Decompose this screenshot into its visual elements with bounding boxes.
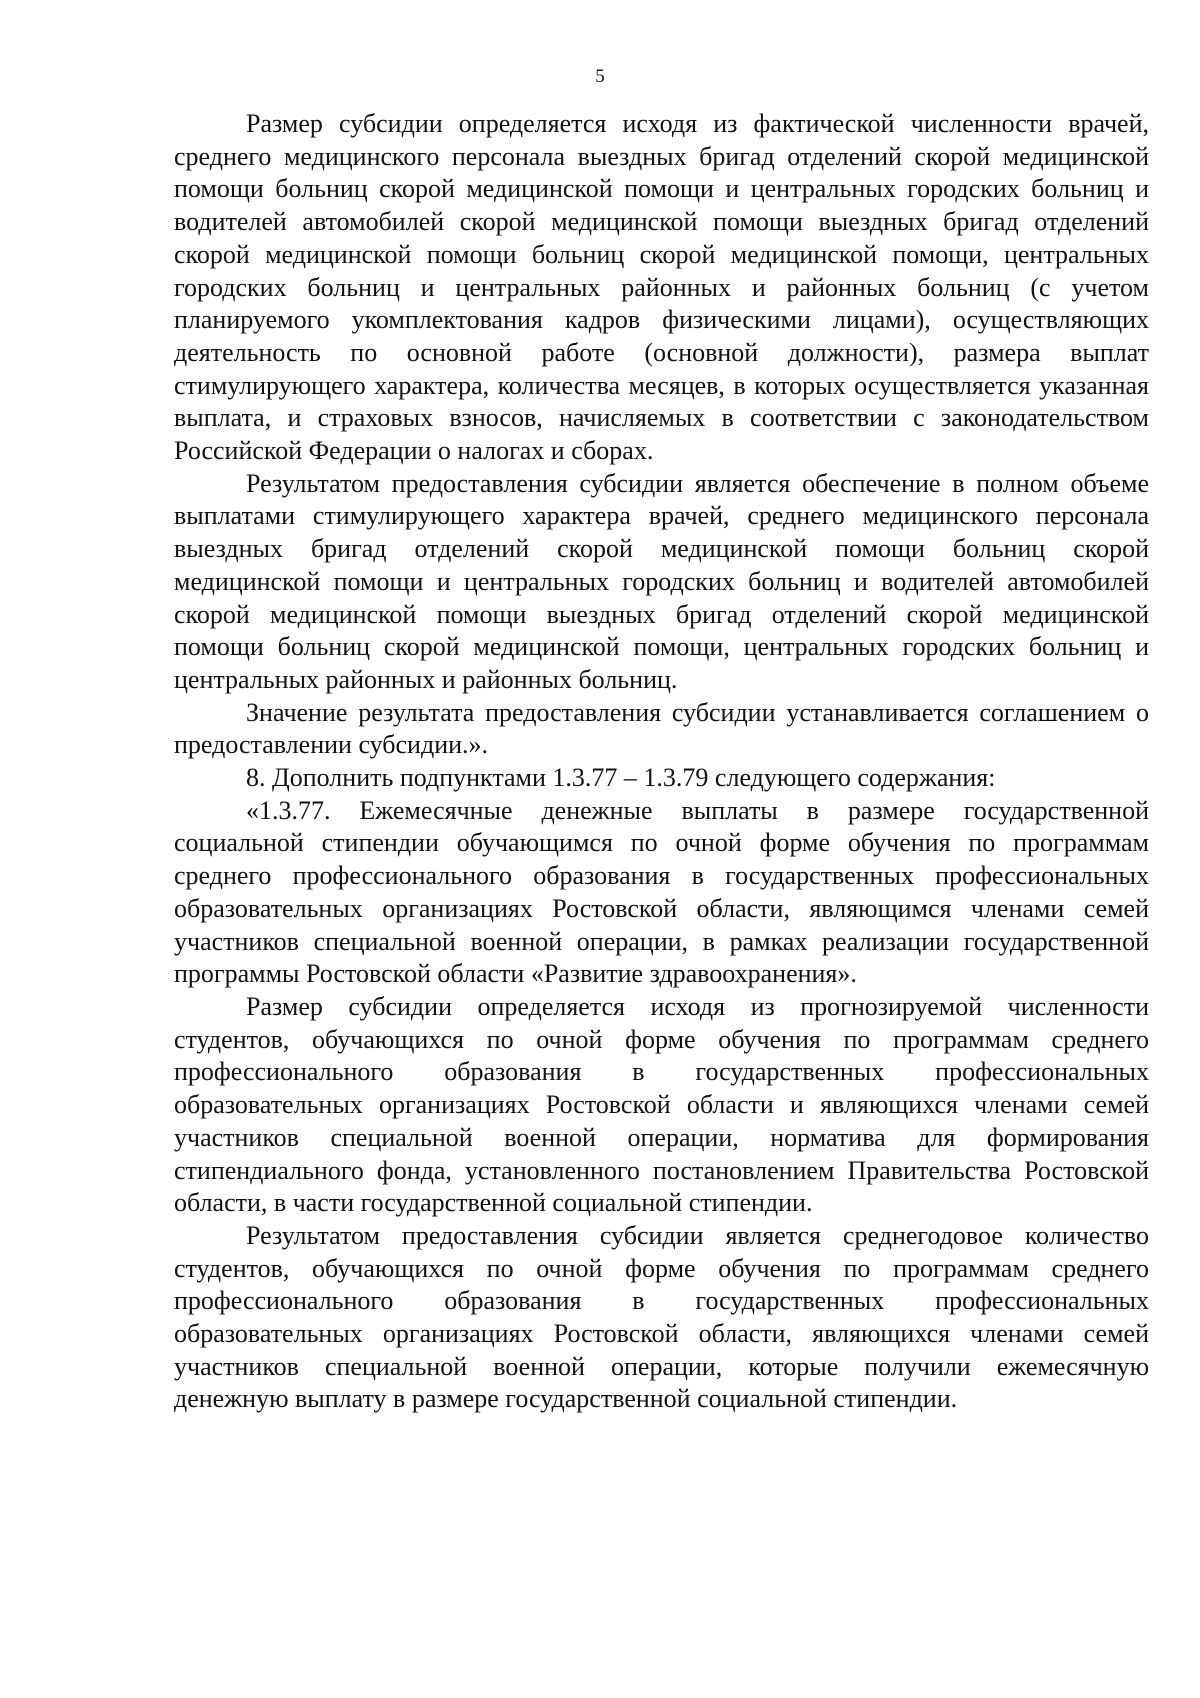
paragraph-result-value: Значение результата предоставления субсидии устанавливается соглашением о предоставлении субсидии.». xyxy=(174,697,1149,760)
paragraph-subsidy-size-stipend: Размер субсидии определяется исходя из прогнозируемой численности студентов, обучающихся по очной форме обучения по программам среднего профессионального образования в государственных профессиональных образовательных организациях Ростовской области и являющихся членами семей участников специальной военной операции, норматива для формирования стипендиального фонда, установленного постановлением Правительства Ростовской области, в части государственной социальной стипендии. xyxy=(174,991,1149,1218)
paragraph-result-ambulance: Результатом предоставления субсидии является обеспечение в полном объеме выплатами стимулирующего характера врачей, среднего медицинского персонала выездных бригад отделений скорой медицинской помощи больниц скорой медицинской помощи и центральных городских больниц и водителей автомобилей скорой медицинской помощи выездных бригад отделений скорой медицинской помощи больниц скорой медицинской помощи, центральных городских больниц и центральных районных и районных больниц. xyxy=(174,468,1149,694)
paragraph-subsidy-size-ambulance: Размер субсидии определяется исходя из фактической численности врачей, среднего медицинского персонала выездных бригад отделений скорой медицинской помощи больниц скорой медицинской помощи и центральных городских больниц и водителей автомобилей скорой медицинской помощи выездных бригад отделений скорой медицинской помощи больниц скорой медицинской помощи, центральных городских больниц и центральных районных и районных больниц (с учетом планируемого укомплектования кадров физическими лицами), осуществляющих деятельность по основной работе (основной должности), размера выплат стимулирующего характера, количества месяцев, в которых осуществляется указанная выплата, и страховых взносов, начисляемых в соответствии с законодательством Российской Федерации о налогах и сборах. xyxy=(174,109,1149,466)
page-number: 5 xyxy=(595,66,605,87)
paragraph-subitem-1-3-77: «1.3.77. Ежемесячные денежные выплаты в размере государственной социальной стипендии обучающимся по очной форме обучения по программам среднего профессионального образования в государственных профессиональных образовательных организациях Ростовской области, являющимся членами семей участников специальной военной операции, в рамках реализации государственной программы Ростовской области «Развитие здравоохранения». xyxy=(174,795,1149,989)
paragraph-amendment-item-8: 8. Дополнить подпунктами 1.3.77 – 1.3.79 следующего содержания: xyxy=(246,763,996,793)
document-body xyxy=(174,108,1149,1416)
paragraph-result-stipend: Результатом предоставления субсидии является среднегодовое количество студентов, обучающихся по очной форме обучения по программам среднего профессионального образования в государственных профессиональных образовательных организациях Ростовской области, являющихся членами семей участников специальной военной операции, которые получили ежемесячную денежную выплату в размере государственной социальной стипендии. xyxy=(174,1220,1149,1414)
